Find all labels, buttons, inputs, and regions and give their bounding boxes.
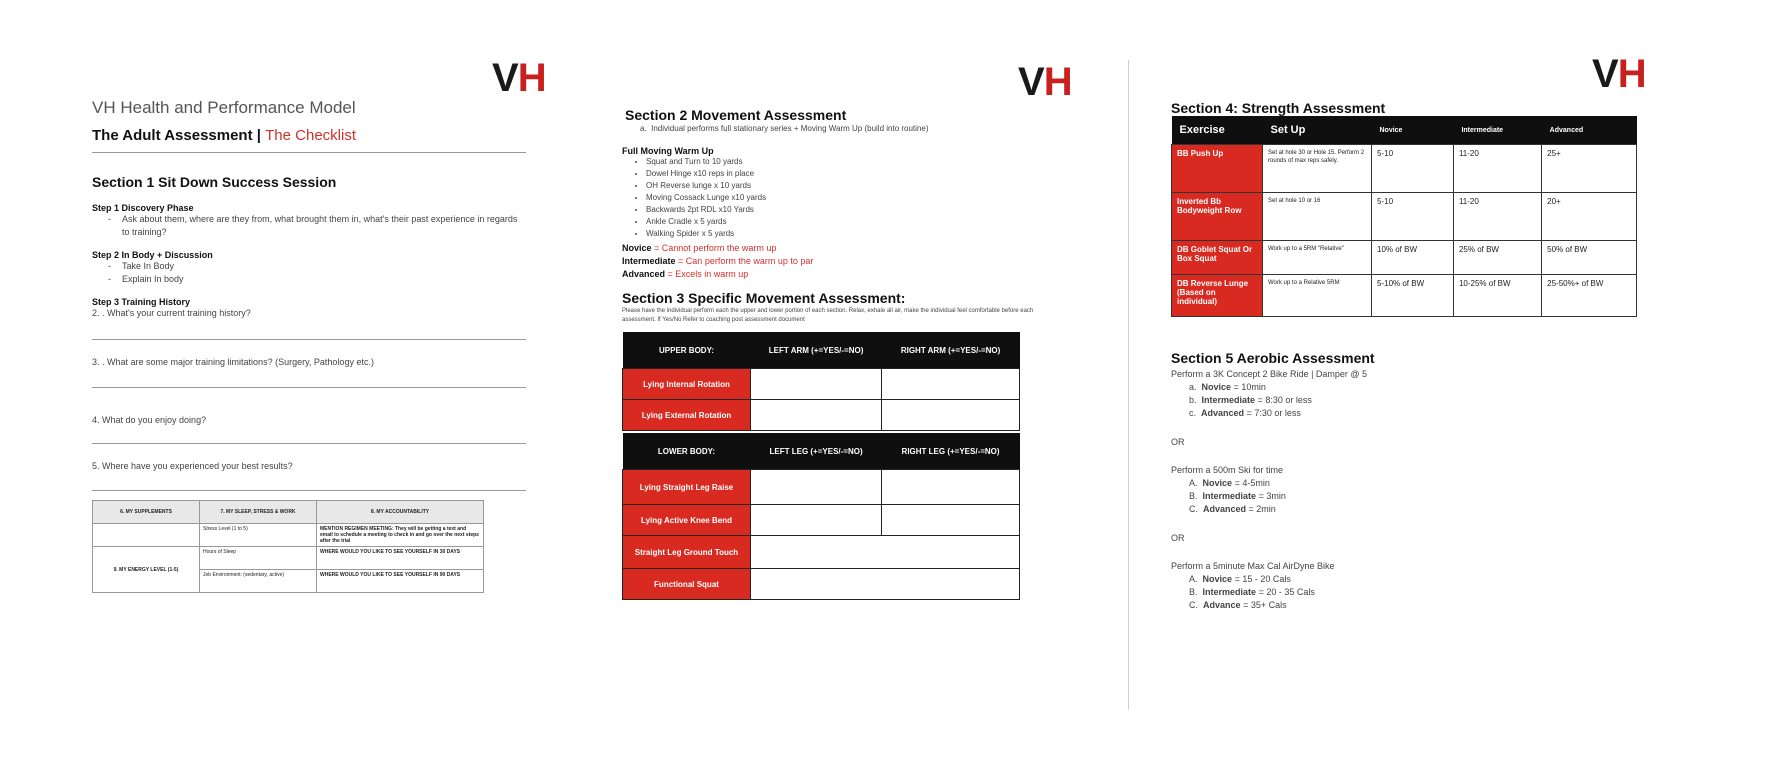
page-divider <box>1128 60 1129 710</box>
table-row: 9. MY ENERGY LEVEL (1-5) Hours of Sleep WHERE WOULD YOU LIKE TO SEE YOURSELF IN 30 DAYS <box>93 547 484 570</box>
answer-line <box>92 443 526 444</box>
table-row: Straight Leg Ground Touch <box>623 536 1020 569</box>
section-3-description: Please have the individual perform each the upper and lower portion of each section. Relax, exhale all air, make the individual feel comfortable before each assessment. If Yes/No Refer to coaching post assessment document <box>622 308 1034 323</box>
table-row: Inverted Bb Bodyweight Row Set at hole 10 or 16 5-10 11-20 20+ <box>1172 193 1637 241</box>
list-item: • Moving Cossack Lunge x10 yards <box>646 192 1062 204</box>
lower-body-table <box>622 433 1020 600</box>
table-row: DB Reverse Lunge (Based on individual) Work up to a Relative 5RM 5-10% of BW 10-25% of BW 25-50%+ of BW <box>1172 275 1637 317</box>
answer-cell[interactable] <box>751 569 1020 600</box>
vh-logo: VH <box>1018 60 1072 104</box>
vh-logo: VH <box>492 56 546 100</box>
answer-line <box>92 339 526 340</box>
answer-cell[interactable] <box>882 369 1020 400</box>
ski-test: Perform a 500m Ski for time A. Novice = 4-5min B. Intermediate = 3min C. Advanced = 2min <box>1171 465 1286 514</box>
table-row: Lying Active Knee Bend <box>623 505 1020 536</box>
page-1 <box>80 50 550 720</box>
answer-line <box>92 387 526 388</box>
answer-cell[interactable] <box>751 369 882 400</box>
upper-body-table <box>622 332 1020 431</box>
page-title: VH Health and Performance Model <box>92 98 356 117</box>
answer-cell[interactable] <box>882 505 1020 536</box>
page-3 <box>1150 50 1650 720</box>
table-row: BB Push Up Set at hole 30 or Hole 15. Perform 2 rounds of max reps safely. 5-10 11-20 25+ <box>1172 145 1637 193</box>
list-item: • Dowel Hinge x10 reps in place <box>646 168 1062 180</box>
page-subtitle: The Adult Assessment | The Checklist <box>92 127 357 144</box>
question-5: 5. Where have you experienced your best results? <box>92 461 293 471</box>
answer-cell[interactable] <box>882 400 1020 431</box>
warmup-block: Full Moving Warm Up • Squat and Turn to 10 yards • Dowel Hinge x10 reps in place • OH Reverse lunge x 10 yards • Moving Cossack Lunge x10 yards • Backwards 2pt RDL x10 Yards • Ankle Cradle x 5 yards • Walking Spider x 5 yards <box>622 146 1062 240</box>
section-2-title: Section 2 Movement Assessment <box>625 107 847 123</box>
answer-cell[interactable] <box>751 400 882 431</box>
vh-logo: VH <box>1592 52 1646 96</box>
answer-cell[interactable] <box>751 470 882 505</box>
answer-cell[interactable] <box>882 470 1020 505</box>
bike-test: Perform a 3K Concept 2 Bike Ride | Damper @ 5 a. Novice = 10min b. Intermediate = 8:30 or less c. Advanced = 7:30 or less <box>1171 369 1368 418</box>
question-4: 4. What do you enjoy doing? <box>92 415 207 425</box>
table-row: DB Goblet Squat Or Box Squat Work up to a 5RM "Relative" 10% of BW 25% of BW 50% of BW <box>1172 241 1637 275</box>
table-row: Functional Squat <box>623 569 1020 600</box>
list-item: • Ankle Cradle x 5 yards <box>646 216 1062 228</box>
step-2-block: Step 2 In Body + Discussion - Take In Body - Explain In body <box>92 250 522 286</box>
or-separator: OR <box>1171 533 1185 543</box>
section-5-title: Section 5 Aerobic Assessment <box>1171 350 1375 366</box>
question-3: 3. . What are some major training limitations? (Surgery, Pathology etc.) <box>92 357 374 367</box>
list-item: • OH Reverse lunge x 10 yards <box>646 180 1062 192</box>
section-2-intro: a. Individual performs full stationary series + Moving Warm Up (build into routine) <box>640 124 929 133</box>
table-header-row: UPPER BODY: LEFT ARM (+=YES/-=NO) RIGHT ARM (+=YES/-=NO) <box>623 332 1020 369</box>
list-item: • Walking Spider x 5 yards <box>646 228 1062 240</box>
list-item: • Squat and Turn to 10 yards <box>646 156 1062 168</box>
step-1-block: Step 1 Discovery Phase - Ask about them, where are they from, what brought them in, what's their past experience in regards to training? <box>92 203 522 239</box>
table-header-row: 6. MY SUPPLEMENTS 7. MY SLEEP, STRESS & WORK 8. MY ACCOUNTABILITY <box>93 501 484 524</box>
section-3-title: Section 3 Specific Movement Assessment: <box>622 290 906 306</box>
table-row: Lying Internal Rotation <box>623 369 1020 400</box>
table-row: Job Environment: (sedentary, active) WHERE WOULD YOU LIKE TO SEE YOURSELF IN 90 DAYS <box>93 570 484 593</box>
table-header-row: LOWER BODY: LEFT LEG (+=YES/-=NO) RIGHT LEG (+=YES/-=NO) <box>623 433 1020 470</box>
question-2: 2. . What's your current training history? <box>92 308 251 318</box>
answer-cell[interactable] <box>751 536 1020 569</box>
strength-table <box>1171 116 1637 317</box>
step-3-block: Step 3 Training History 2. . What's your current training history? <box>92 297 522 320</box>
answer-line <box>92 490 526 491</box>
answer-cell[interactable] <box>751 505 882 536</box>
divider-line <box>92 152 526 153</box>
step-2-item: - Take In Body <box>122 260 522 273</box>
airdyne-test: Perform a 5minute Max Cal AirDyne Bike A. Novice = 15 - 20 Cals B. Intermediate = 20 - 35 Cals C. Advance = 35+ Cals <box>1171 561 1335 610</box>
level-legend: Novice = Cannot perform the warm up Intermediate = Can perform the warm up to par Advanced = Excels in warm up <box>622 243 814 279</box>
table-row: Lying Straight Leg Raise <box>623 470 1020 505</box>
page-2 <box>610 50 1080 720</box>
table-header-row: Exercise Set Up Novice Intermediate Advanced <box>1172 116 1637 145</box>
section-1-title: Section 1 Sit Down Success Session <box>92 174 337 190</box>
or-separator: OR <box>1171 437 1185 447</box>
step-2-item: - Explain In body <box>122 273 522 286</box>
table-row: Stress Level (1 to 5) MENTION REGIMEN MEETING: They will be getting a text and email to schedule a meeting to check in and go over the next steps after the trial <box>93 524 484 547</box>
summary-table <box>92 500 484 593</box>
list-item: • Backwards 2pt RDL x10 Yards <box>646 204 1062 216</box>
step-1-item: - Ask about them, where are they from, what brought them in, what's their past experience in regards to training? <box>122 213 522 239</box>
table-row: Lying External Rotation <box>623 400 1020 431</box>
section-4-title: Section 4: Strength Assessment <box>1171 100 1386 116</box>
